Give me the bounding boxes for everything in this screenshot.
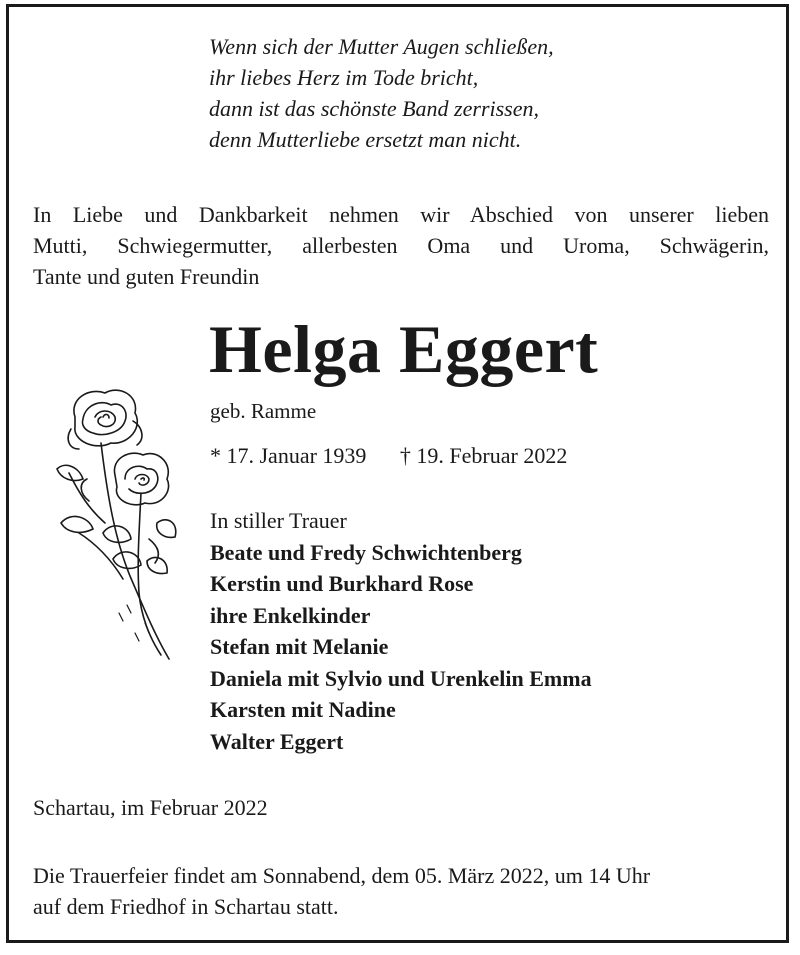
rose-icon [49,383,179,663]
mourner-name: Walter Eggert [210,728,344,754]
poem-line: denn Mutterliebe ersetzt man nicht. [209,127,522,152]
funeral-line: Die Trauerfeier findet am Sonnabend, dem 05. März 2022, um 14 Uhr [33,863,651,888]
funeral-info [33,860,650,922]
mourner-name: Stefan mit Melanie [210,634,389,659]
intro-line: In Liebe und Dankbarkeit nehmen wir Abschied von unserer lieben [33,202,769,227]
intro-text [33,199,769,292]
maiden-name: geb. Ramme [210,399,317,423]
poem-line: dann ist das schönste Band zerrissen, [209,96,539,121]
mourners-heading: In stiller Trauer [210,508,347,533]
intro-line: Tante und guten Freundin [33,264,260,289]
mourner-name: Kerstin und Burkhard Rose [210,571,474,596]
deceased-name: Helga Eggert [209,311,599,387]
mourner-name: ihre Enkelkinder [210,602,371,628]
funeral-line: auf dem Friedhof in Schartau statt. [33,894,339,919]
mourner-name: Karsten mit Nadine [210,697,396,722]
poem-line: ihr liebes Herz im Tode bricht, [209,65,479,90]
life-dates [210,442,567,470]
poem [209,31,554,155]
death-date: † 19. Februar 2022 [399,443,568,468]
mourner-name: Daniela mit Sylvio und Urenkelin Emma [210,665,592,691]
poem-line: Wenn sich der Mutter Augen schließen, [209,34,554,59]
birth-date: * 17. Januar 1939 [210,443,367,468]
intro-line: Mutti, Schwiegermutter, allerbesten Oma und Uroma, Schwägerin, [33,233,769,258]
mourner-name: Beate und Fredy Schwichtenberg [210,539,522,565]
obituary-notice [6,4,789,943]
mourners [210,505,592,757]
place-date: Schartau, im Februar 2022 [33,795,268,820]
